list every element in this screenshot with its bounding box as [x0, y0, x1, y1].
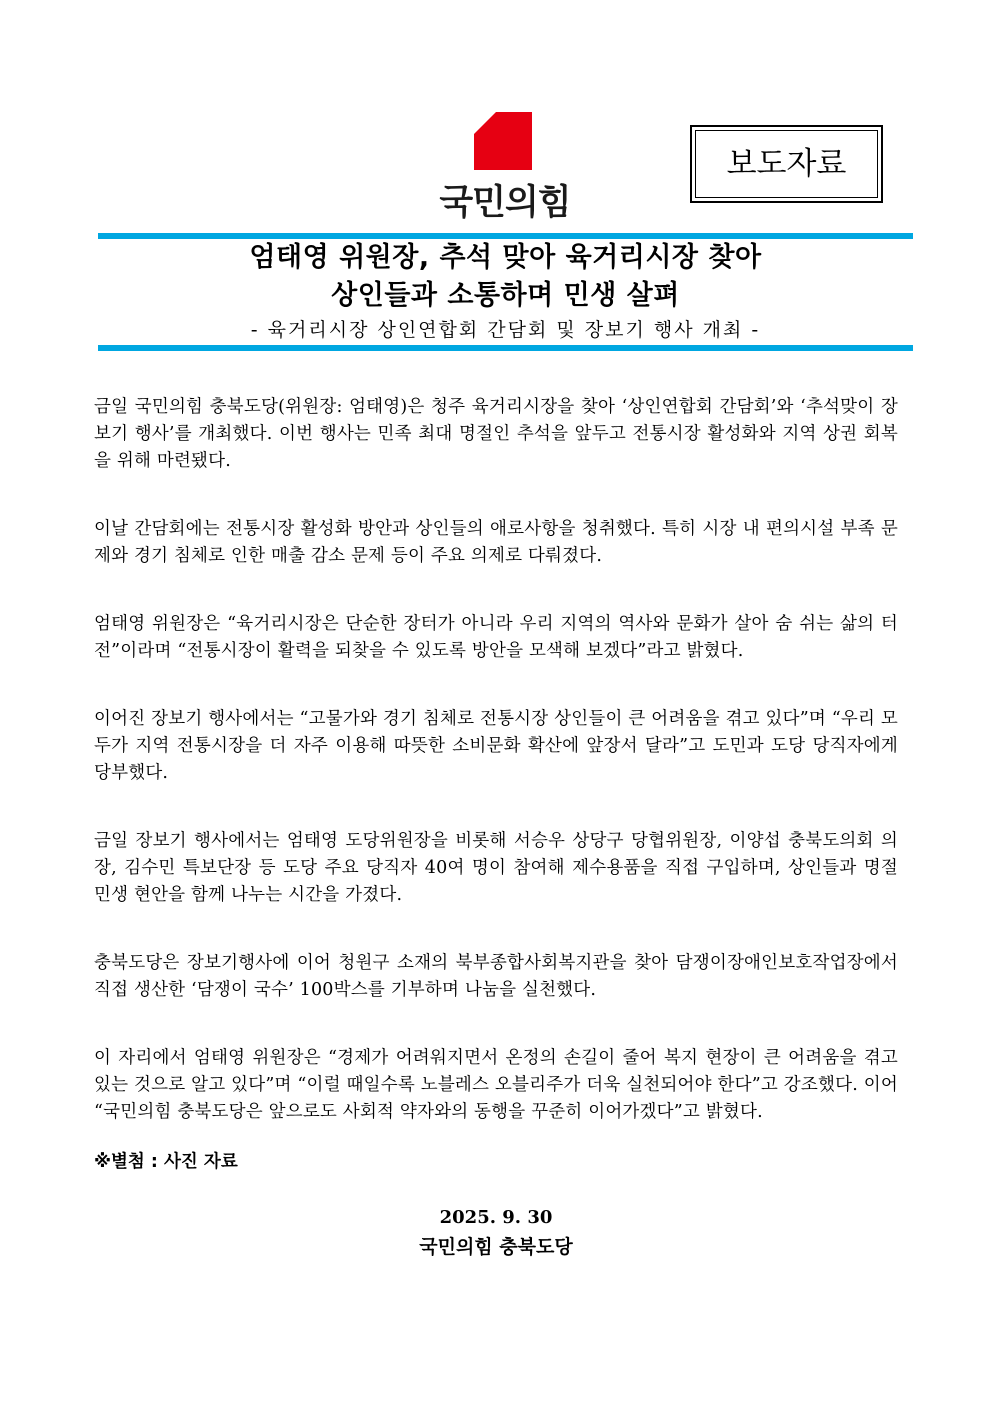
attachment-note: ※별첨 : 사진 자료 — [94, 1152, 238, 1172]
paragraph-2: 이날 간담회에는 전통시장 활성화 방안과 상인들의 애로사항을 청취했다. 특히 시장 내 편의시설 부족 문제와 경기 침체로 인한 매출 감소 문제 등이 주요 의제로 다뤄졌다. — [94, 519, 898, 566]
party-logo-icon — [474, 112, 532, 170]
title-bottom-rule — [98, 345, 913, 351]
press-release-label: 보도자료 — [726, 146, 847, 182]
article-body — [94, 394, 898, 1167]
headline-line-1: 엄태영 위원장, 추석 맞아 육거리시장 찾아 — [249, 242, 762, 273]
press-release-box — [690, 125, 883, 203]
headline-line-2: 상인들과 소통하며 민생 살펴 — [331, 280, 680, 311]
issuing-organization: 국민의힘 충북도당 — [419, 1236, 573, 1258]
paragraph-6: 충북도당은 장보기행사에 이어 청원구 소재의 북부종합사회복지관을 찾아 담쟁이장애인보호작업장에서 직접 생산한 ‘담쟁이 국수’ 100박스를 기부하며 나눔을 실천했다. — [94, 953, 898, 1000]
paragraph-4: 이어진 장보기 행사에서는 “고물가와 경기 침체로 전통시장 상인들이 큰 어려움을 겪고 있다”며 “우리 모두가 지역 전통시장을 더 자주 이용해 따뜻한 소비문화 확산에 앞장서 달라”고 도민과 도당 당직자에게 당부했다. — [94, 709, 898, 783]
paragraph-3: 엄태영 위원장은 “육거리시장은 단순한 장터가 아니라 우리 지역의 역사와 문화가 살아 숨 쉬는 삶의 터전”이라며 “전통시장이 활력을 되찾을 수 있도록 방안을 모색해 보겠다”라고 밝혔다. — [94, 614, 898, 661]
paragraph-7: 이 자리에서 엄태영 위원장은 “경제가 어려워지면서 온정의 손길이 줄어 복지 현장이 큰 어려움을 겪고 있는 것으로 알고 있다”며 “이럴 때일수록 노블레스 오블리주가 더욱 실천되어야 한다”고 강조했다. 이어 “국민의힘 충북도당은 앞으로도 사회적 약자와의 동행을 꾸준히 이어가겠다”고 밝혔다. — [94, 1048, 898, 1122]
release-date: 2025. 9. 30 — [439, 1207, 553, 1228]
paragraph-1: 금일 국민의힘 충북도당(위원장: 엄태영)은 청주 육거리시장을 찾아 ‘상인연합회 간담회’와 ‘추석맞이 장보기 행사’를 개최했다. 이번 행사는 민족 최대 명절인 추석을 앞두고 전통시장 활성화와 지역 상권 회복을 위해 마련됐다. — [94, 397, 898, 471]
subheadline: - 육거리시장 상인연합회 간담회 및 장보기 행사 개최 - — [250, 319, 761, 341]
title-top-rule — [98, 233, 913, 239]
party-logo-text: 국민의힘 — [439, 183, 571, 223]
paragraph-5: 금일 장보기 행사에서는 엄태영 도당위원장을 비롯해 서승우 상당구 당협위원장, 이양섭 충북도의회 의장, 김수민 특보단장 등 도당 주요 당직자 40여 명이 참여해 제수용품을 직접 구입하며, 상인들과 명절 민생 현안을 함께 나누는 시간을 가졌다. — [94, 831, 898, 905]
